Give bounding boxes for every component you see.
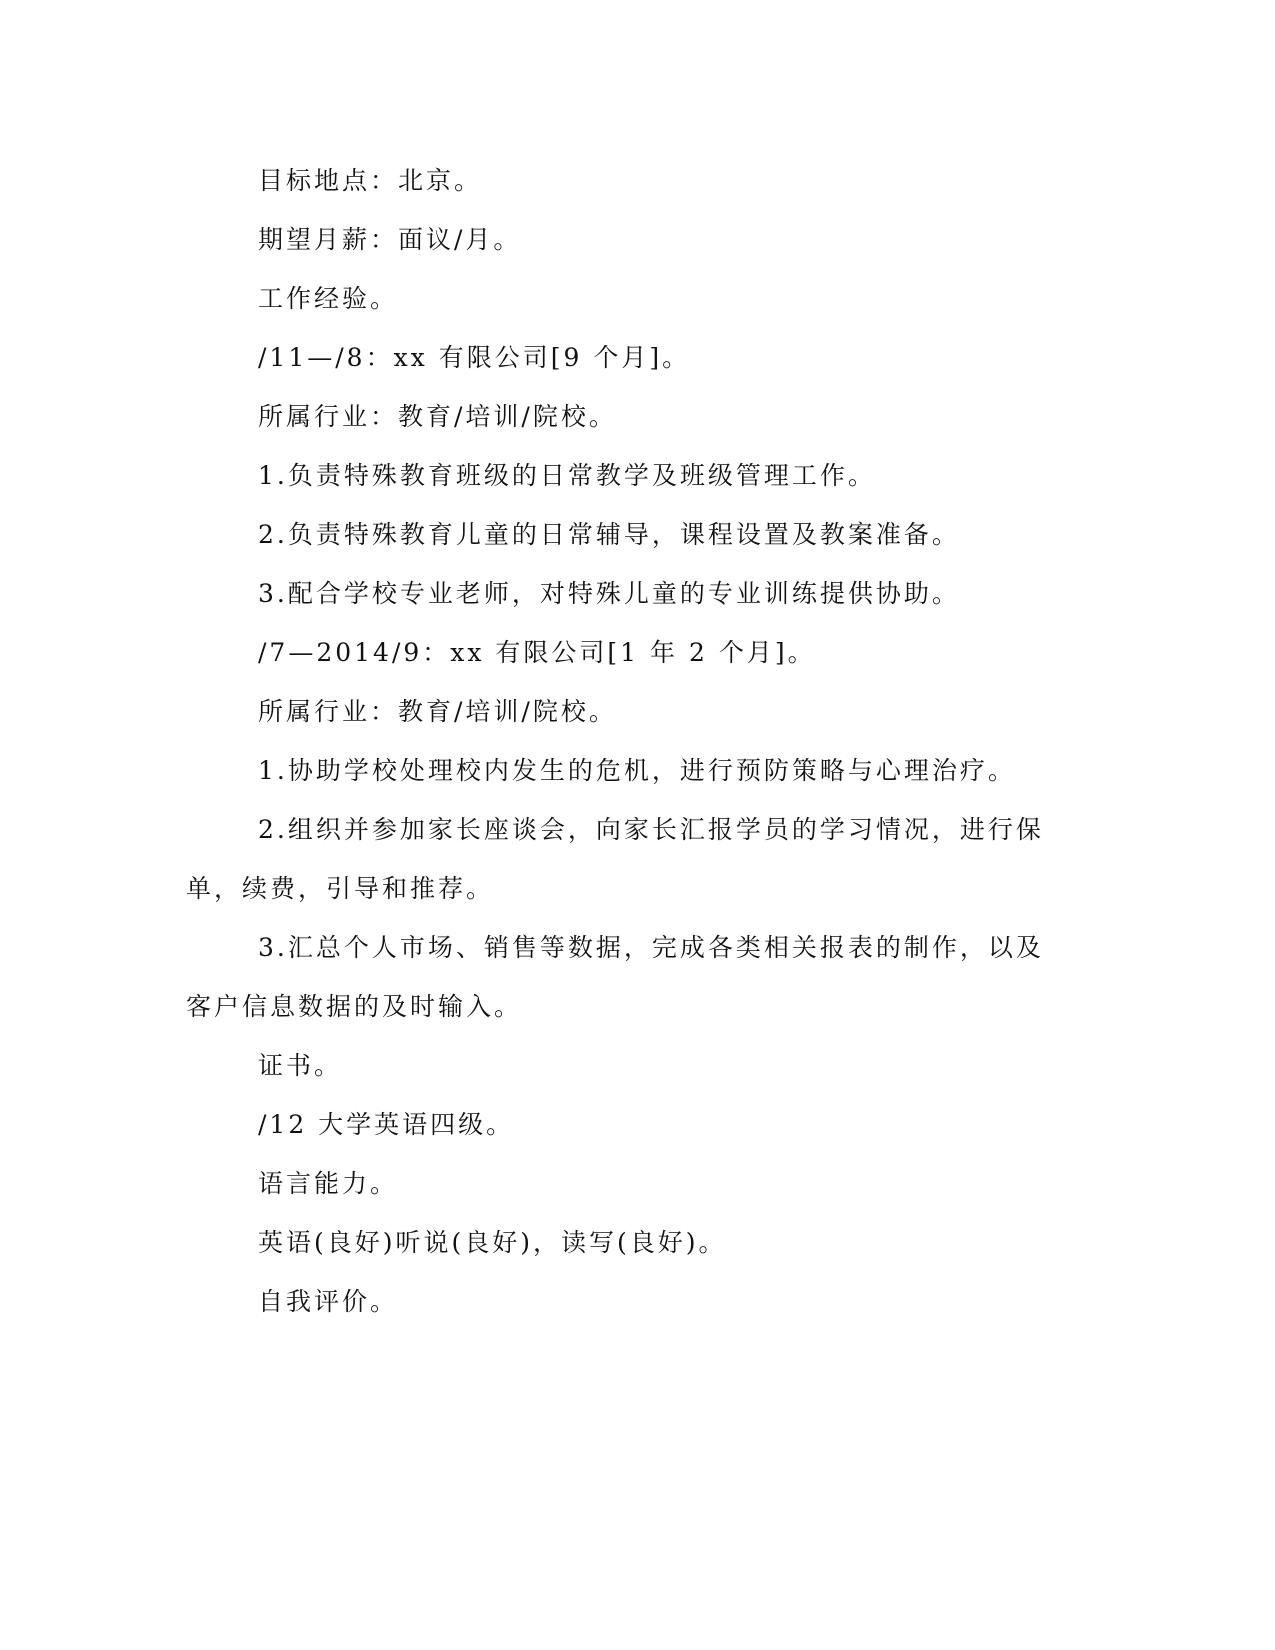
job-2-duty-2-line-2: 单，续费，引导和推荐。 <box>186 874 495 903</box>
job-2-duty-1: 1.协助学校处理校内发生的危机，进行预防策略与心理治疗。 <box>258 756 1016 785</box>
language-skills-heading: 语言能力。 <box>258 1169 399 1198</box>
english-level-line: 英语(良好)听说(良好)，读写(良好)。 <box>258 1228 727 1257</box>
job-1-duty-3: 3.配合学校专业老师，对特殊儿童的专业训练提供协助。 <box>258 579 960 608</box>
job-1-duty-2: 2.负责特殊教育儿童的日常辅导，课程设置及教案准备。 <box>258 520 960 549</box>
job-2-duty-3-line-2: 客户信息数据的及时输入。 <box>186 992 523 1021</box>
target-location-line: 目标地点：北京。 <box>258 166 483 195</box>
job-1-industry-line: 所属行业：教育/培训/院校。 <box>258 402 617 431</box>
job-2-duty-2-line-1: 2.组织并参加家长座谈会，向家长汇报学员的学习情况，进行保 <box>258 815 1044 844</box>
expected-salary-line: 期望月薪：面议/月。 <box>258 225 522 254</box>
job-2-period-line: /7—2014/9：xx 有限公司[1 年 2 个月]。 <box>258 638 816 667</box>
certificate-cet4-line: /12 大学英语四级。 <box>258 1110 515 1139</box>
certificates-heading: 证书。 <box>258 1051 343 1080</box>
job-2-duty-3-line-1: 3.汇总个人市场、销售等数据，完成各类相关报表的制作，以及 <box>258 933 1044 962</box>
work-experience-heading: 工作经验。 <box>258 284 399 313</box>
job-1-period-line: /11—/8：xx 有限公司[9 个月]。 <box>258 343 691 372</box>
job-2-industry-line: 所属行业：教育/培训/院校。 <box>258 697 617 726</box>
self-evaluation-heading: 自我评价。 <box>258 1287 399 1316</box>
job-1-duty-1: 1.负责特殊教育班级的日常教学及班级管理工作。 <box>258 461 876 490</box>
